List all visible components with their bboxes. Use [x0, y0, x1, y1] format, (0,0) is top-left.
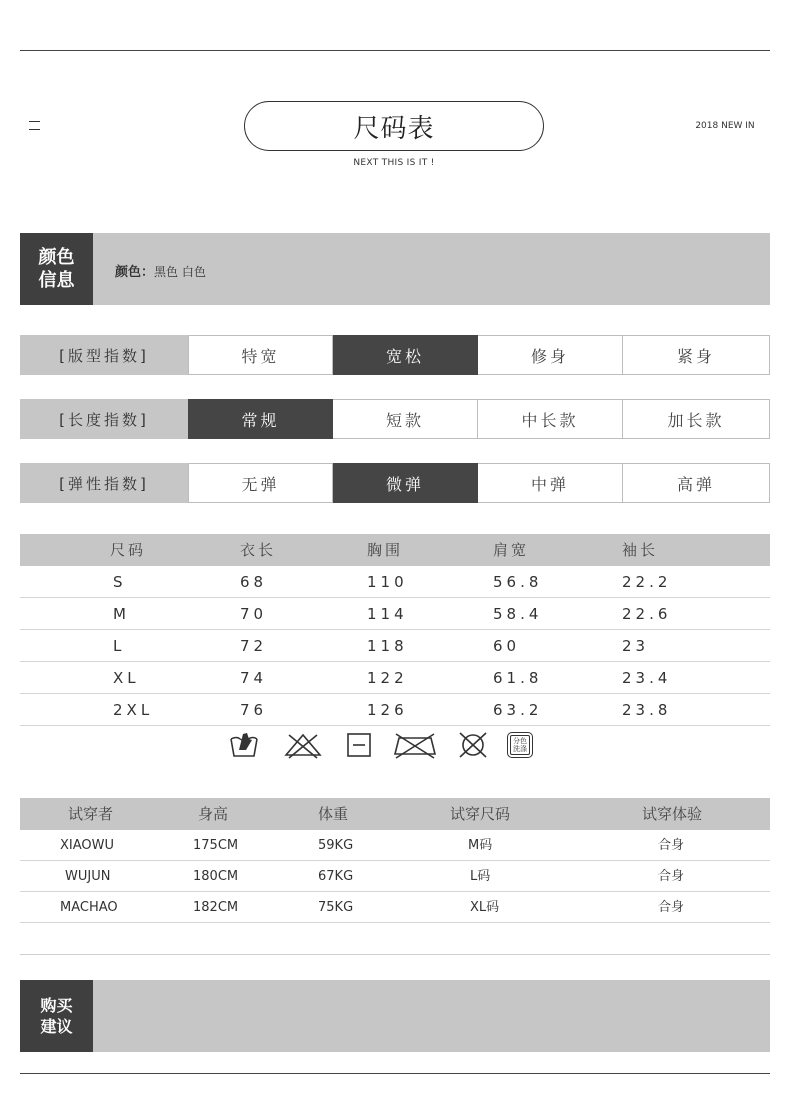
sleeve-cell: 22.2: [622, 573, 672, 591]
stretch-option-slight[interactable]: 微弹: [333, 463, 478, 503]
length-cell: 76: [240, 701, 268, 719]
experience-cell: 合身: [658, 838, 685, 853]
fit-header-experience: 试穿体验: [642, 805, 703, 823]
table-row: [20, 598, 770, 630]
table-row: [20, 892, 770, 923]
shoulder-cell: 58.4: [493, 605, 543, 623]
fit-option-loose[interactable]: 宽松: [333, 335, 478, 375]
tester-cell: WUJUN: [65, 869, 111, 884]
shoulder-cell: 60: [493, 637, 521, 655]
color-value: 黑色 白色: [154, 265, 206, 279]
bottom-divider: [20, 1073, 770, 1074]
shoulder-cell: 61.8: [493, 669, 543, 687]
sleeve-cell: 22.6: [622, 605, 672, 623]
sleeve-cell: 23.4: [622, 669, 672, 687]
no-bleach-icon: [283, 730, 323, 760]
chest-cell: 122: [367, 669, 408, 687]
stretch-index-row: [20, 463, 770, 503]
color-line: [115, 261, 206, 280]
length-option-extra-long[interactable]: 加长款: [623, 399, 770, 439]
stretch-option-medium[interactable]: 中弹: [478, 463, 623, 503]
color-info-tag-line2: 信息: [38, 270, 75, 291]
size-cell: 2XL: [113, 701, 154, 719]
care-icons: [228, 730, 538, 760]
length-cell: 72: [240, 637, 268, 655]
fit-option-slim[interactable]: 修身: [478, 335, 623, 375]
section-divider: [20, 954, 770, 955]
hand-wash-icon: [228, 730, 260, 760]
stretch-option-none[interactable]: 无弹: [188, 463, 333, 503]
sleeve-cell: 23: [622, 637, 650, 655]
length-option-mid-long[interactable]: 中长款: [478, 399, 623, 439]
chest-cell: 110: [367, 573, 408, 591]
fitting-table: [20, 798, 770, 923]
size-header-sleeve: 袖长: [622, 541, 659, 559]
table-row: [20, 694, 770, 726]
weight-cell: 67KG: [318, 869, 354, 884]
fit-option-extra-wide[interactable]: 特宽: [188, 335, 333, 375]
size-header-size: 尺码: [110, 541, 147, 559]
experience-cell: 合身: [658, 869, 685, 884]
height-cell: 175CM: [193, 838, 239, 853]
stretch-option-high[interactable]: 高弹: [623, 463, 770, 503]
size-cell: M: [113, 605, 130, 623]
fit-header-tester: 试穿者: [68, 805, 114, 823]
table-row: [20, 630, 770, 662]
menu-icon[interactable]: [29, 121, 40, 130]
color-info-block: [20, 233, 770, 305]
length-index-row: [20, 399, 770, 439]
table-row: [20, 566, 770, 598]
fit-header-height: 身高: [198, 805, 229, 823]
no-dry-clean-icon: [456, 730, 490, 760]
weight-cell: 75KG: [318, 900, 354, 915]
size-cell: XL: [113, 669, 140, 687]
fit-header-weight: 体重: [318, 805, 349, 823]
table-row: [20, 830, 770, 861]
table-row: [20, 861, 770, 892]
fit-index-label: [版型指数]: [20, 335, 188, 375]
fit-option-tight[interactable]: 紧身: [623, 335, 770, 375]
size-table-header: [20, 534, 770, 566]
size-header-chest: 胸围: [367, 541, 404, 559]
new-in-label: 2018 NEW IN: [695, 121, 755, 131]
shoulder-cell: 63.2: [493, 701, 543, 719]
color-info-tag-line1: 颜色: [38, 247, 75, 268]
no-iron-icon: [391, 730, 439, 760]
fit-header-size: 试穿尺码: [450, 805, 511, 823]
fit-index-row: [20, 335, 770, 375]
length-cell: 68: [240, 573, 268, 591]
length-index-label: [长度指数]: [20, 399, 188, 439]
table-row: [20, 662, 770, 694]
purchase-advice-block: [20, 980, 770, 1052]
length-option-short[interactable]: 短款: [333, 399, 478, 439]
length-cell: 70: [240, 605, 268, 623]
experience-cell: 合身: [658, 900, 685, 915]
shoulder-cell: 56.8: [493, 573, 543, 591]
weight-cell: 59KG: [318, 838, 354, 853]
size-cell: L: [113, 637, 126, 655]
trial-size-cell: L码: [470, 869, 491, 884]
chest-cell: 126: [367, 701, 408, 719]
wash-separately-line1: 分色: [513, 737, 527, 745]
flat-dry-icon: [346, 730, 372, 760]
trial-size-cell: M码: [468, 838, 493, 853]
chest-cell: 118: [367, 637, 408, 655]
wash-separately-line2: 洗涤: [513, 745, 527, 753]
page-title: 尺码表: [244, 101, 544, 151]
color-label: 颜色：: [115, 265, 155, 280]
wash-separately-icon: [507, 732, 533, 758]
size-table: [20, 534, 770, 726]
color-info-tag: [20, 233, 93, 305]
page-subtitle: NEXT THIS IS IT !: [353, 158, 435, 168]
sleeve-cell: 23.8: [622, 701, 672, 719]
tester-cell: MACHAO: [60, 900, 118, 915]
top-divider: [20, 50, 770, 51]
purchase-advice-tag-line2: 建议: [40, 1017, 73, 1036]
height-cell: 180CM: [193, 869, 239, 884]
purchase-advice-tag-line1: 购买: [40, 996, 73, 1015]
size-cell: S: [113, 573, 127, 591]
purchase-advice-tag: [20, 980, 93, 1052]
size-header-length: 衣长: [240, 541, 277, 559]
fitting-table-header: [20, 798, 770, 830]
size-header-shoulder: 肩宽: [493, 541, 530, 559]
trial-size-cell: XL码: [470, 900, 500, 915]
stretch-index-label: [弹性指数]: [20, 463, 188, 503]
tester-cell: XIAOWU: [60, 838, 115, 853]
length-option-regular[interactable]: 常规: [188, 399, 333, 439]
length-cell: 74: [240, 669, 268, 687]
height-cell: 182CM: [193, 900, 239, 915]
chest-cell: 114: [367, 605, 408, 623]
